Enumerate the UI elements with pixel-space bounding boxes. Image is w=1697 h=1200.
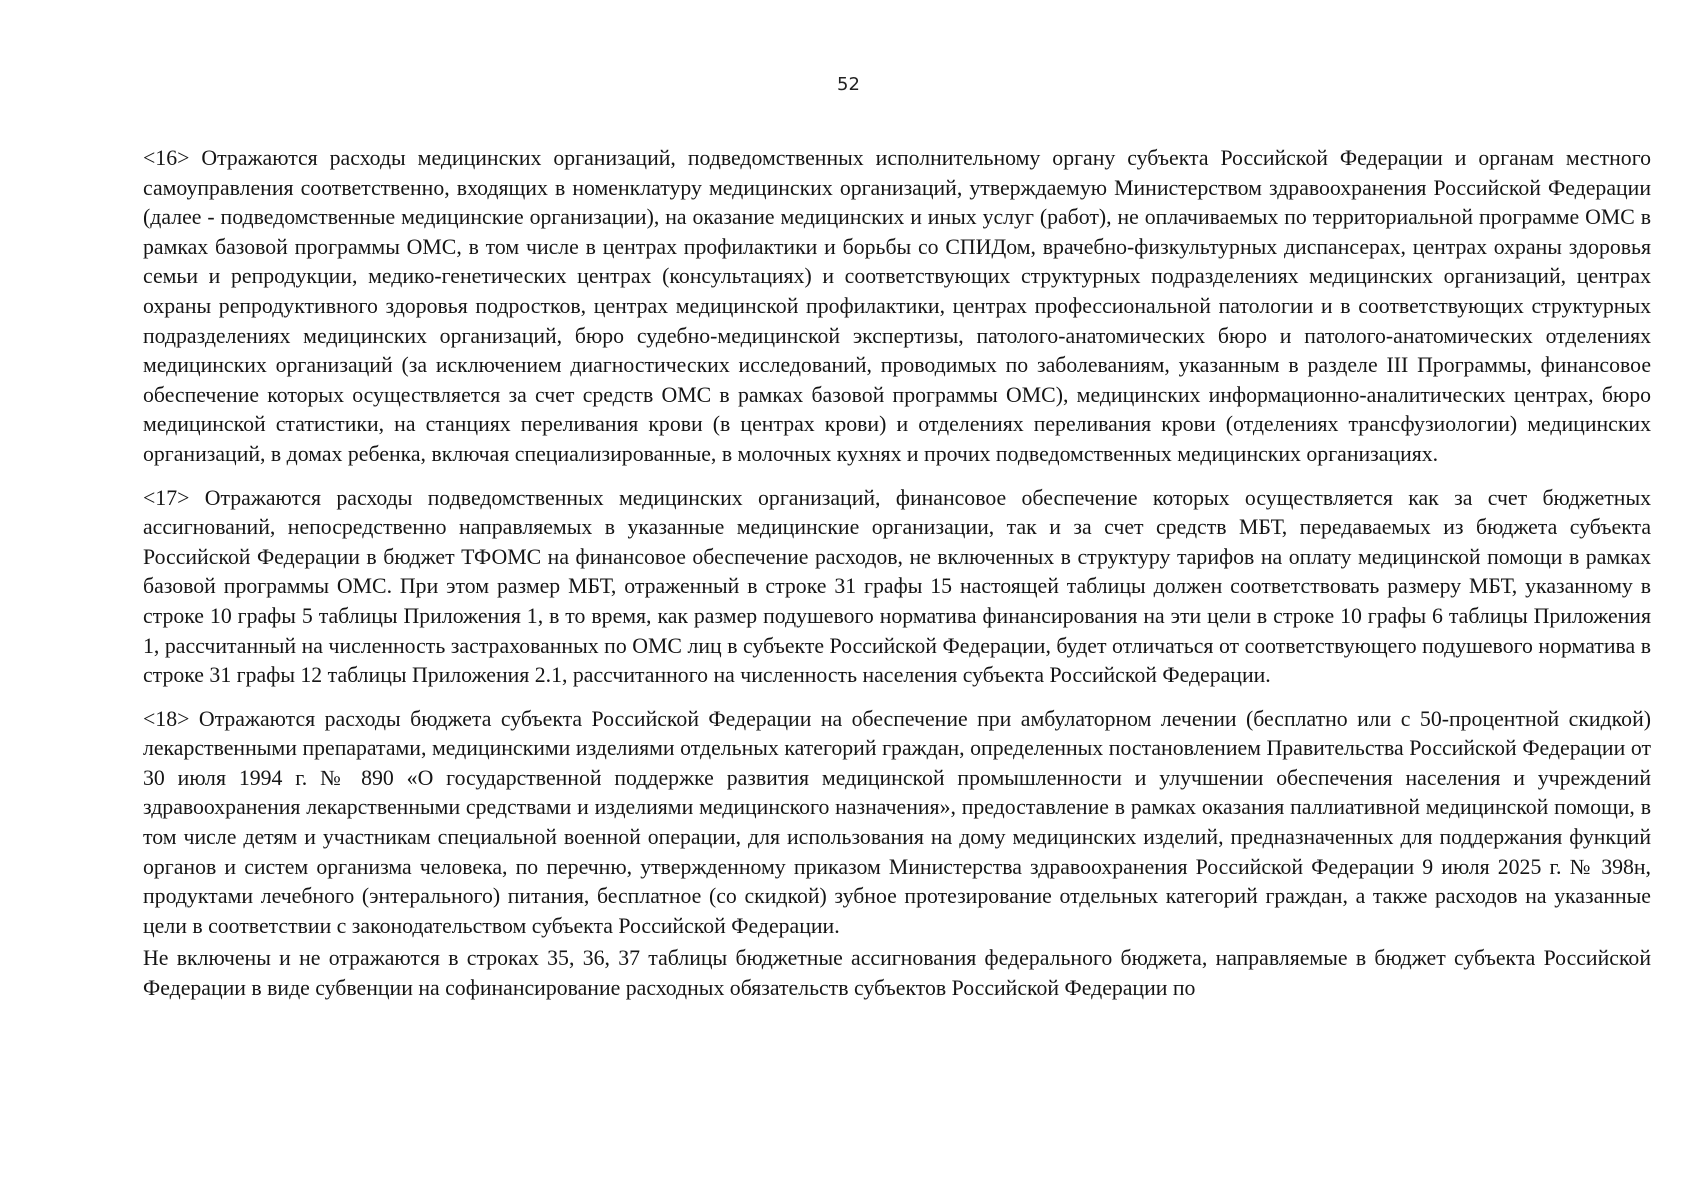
footnote-17-paragraph: <17> Отражаются расходы подведомственных медицинских организаций, финансовое обеспечение которых осуществляется как за счет бюджетных ассигнований, непосредственно направляемых в указанные медицинские организации, так и за счет средств МБТ, передаваемых из бюджета субъекта Российской Федерации в бюджет ТФОМС на финансовое обеспечение расходов, не включенных в структуру тарифов на оплату медицинской помощи в рамках базовой программы ОМС. При этом размер МБТ, отраженный в строке 31 графы 15 настоящей таблицы должен соответствовать размеру МБТ, указанному в строке 10 графы 5 таблицы Приложения 1, в то время, как размер подушевого норматива финансирования на эти цели в строке 10 графы 6 таблицы Приложения 1, рассчитанный на численность застрахованных по ОМС лиц в субъекте Российской Федерации, будет отличаться от соответствующего подушевого норматива в строке 31 графы 12 таблицы Приложения 2.1, рассчитанного на численность населения субъекта Российской Федерации. (143, 485, 1651, 688)
footnote-16-paragraph: <16> Отражаются расходы медицинских организаций, подведомственных исполнительному органу субъекта Российской Федерации и органам местного самоуправления соответственно, входящих в номенклатуру медицинских организаций, утверждаемую Министерством здравоохранения Российской Федерации (далее - подведомственные медицинские организации), на оказание медицинских и иных услуг (работ), не оплачиваемых по территориальной программе ОМС в рамках базовой программы ОМС, в том числе в центрах профилактики и борьбы со СПИДом, врачебно-физкультурных диспансерах, центрах охраны здоровья семьи и репродукции, медико-генетических центрах (консультациях) и соответствующих структурных подразделениях медицинских организаций, центрах охраны репродуктивного здоровья подростков, центрах медицинской профилактики, центрах профессиональной патологии и в соответствующих структурных подразделениях медицинских организаций, бюро судебно-медицинской экспертизы, патолого-анатомических бюро и патолого-анатомических отделениях медицинских организаций (за исключением диагностических исследований, проводимых по заболеваниям, указанным в разделе III Программы, финансовое обеспечение которых осуществляется за счет средств ОМС в рамках базовой программы ОМС), медицинских информационно-аналитических центрах, бюро медицинской статистики, на станциях переливания крови (в центрах крови) и отделениях переливания крови (отделениях трансфузиологии) медицинских организаций, в домах ребенка, включая специализированные, в молочных кухнях и прочих подведомственных медицинских организациях. (143, 146, 1651, 466)
footnote-18-continuation-paragraph: Не включены и не отражаются в строках 35, 36, 37 таблицы бюджетные ассигнования федерального бюджета, направляемые в бюджет субъекта Российской Федерации в виде субвенции на софинансирование расходных обязательств субъектов Российской Федерации по (143, 946, 1651, 1001)
footnotes-body (143, 144, 1651, 1004)
footnote-18-paragraph: <18> Отражаются расходы бюджета субъекта Российской Федерации на обеспечение при амбулаторном лечении (бесплатно или с 50-процентной скидкой) лекарственными препаратами, медицинскими изделиями отдельных категорий граждан, определенных постановлением Правительства Российской Федерации от 30 июля 1994 г. № 890 «О государственной поддержке развития медицинской промышленности и улучшении обеспечения населения и учреждений здравоохранения лекарственными средствами и изделиями медицинского назначения», предоставление в рамках оказания паллиативной медицинской помощи, в том числе детям и участникам специальной военной операции, для использования на дому медицинских изделий, предназначенных для поддержания функций органов и систем организма человека, по перечню, утвержденному приказом Министерства здравоохранения Российской Федерации 9 июля 2025 г. № 398н, продуктами лечебного (энтерального) питания, бесплатное (со скидкой) зубное протезирование отдельных категорий граждан, а также расходов на указанные цели в соответствии с законодательством субъекта Российской Федерации. (143, 706, 1651, 938)
page-number: 52 (837, 74, 860, 95)
